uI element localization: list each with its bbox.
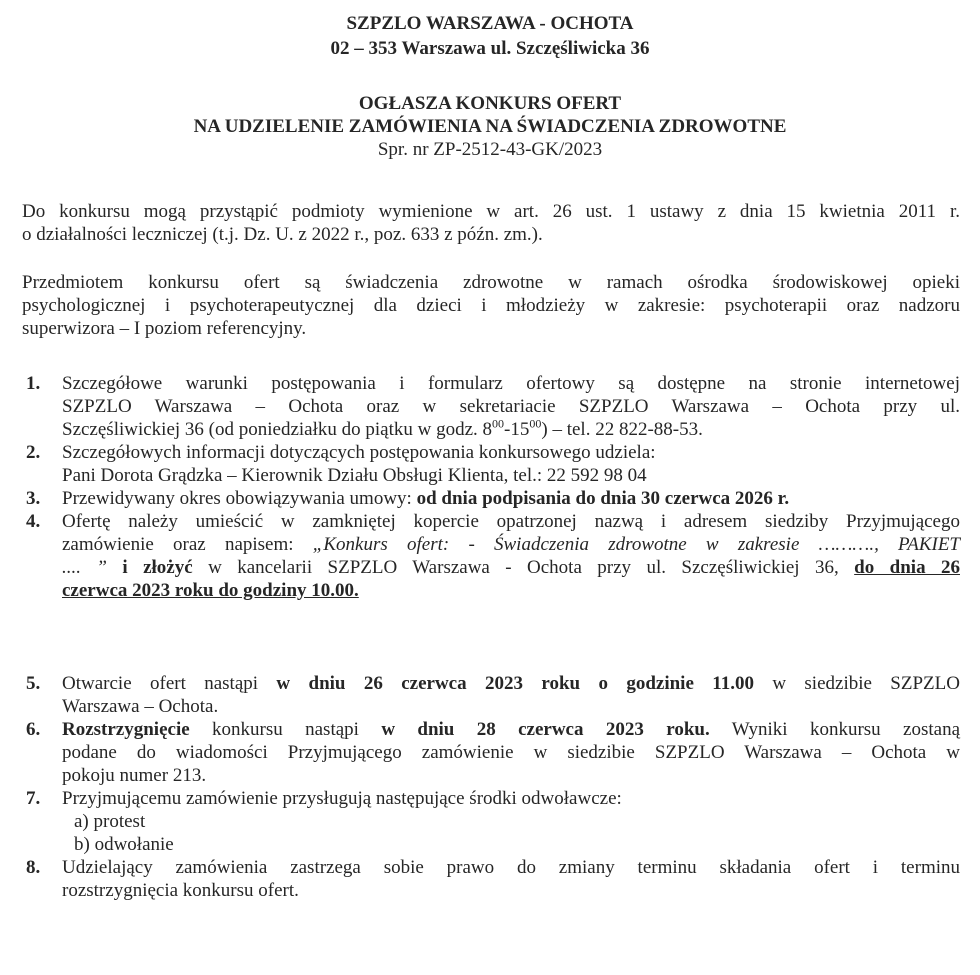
sub-item-b: b) odwołanie [74, 834, 174, 855]
announcement-subtitle: NA UDZIELENIE ZAMÓWIENIA NA ŚWIADCZENIA ZDROWOTNE [193, 116, 787, 137]
sub-item-a: a) protest [74, 811, 146, 832]
org-name: SZPZLO WARSZAWA - OCHOTA [346, 13, 634, 34]
list-item-4: 4. Ofertę należy umieścić w zamkniętej kopercie opatrzonej nazwą i adresem siedziby Przyjmującego zamówienie oraz napisem: „Konkurs ofert: - Świadczenia zdrowotne w zakresie ………., PAKIET .... ” i złożyć w kancelarii SZPZLO Warszawa - Ochota przy ul. Szczęśliwickiej 36, do dnia 26 czerwca 2023 roku do godziny 10.00. [26, 511, 960, 601]
list-item-8: 8. Udzielający zamówienia zastrzega sobie prawo do zmiany terminu składania ofert i terminu rozstrzygnięcia konkursu ofert. [26, 857, 960, 901]
announcement-title: OGŁASZA KONKURS OFERT [358, 93, 622, 114]
intro-paragraph-2: Przedmiotem konkursu ofert są świadczenia zdrowotne w ramach ośrodka środowiskowej opieki psychologicznej i psychoterapeutycznej dla dzieci i młodzieży w zakresie: psychoterapii oraz nadzoru superwizora – I poziom referencyjny. [22, 272, 960, 339]
reference-number: Spr. nr ZP-2512-43-GK/2023 [377, 139, 603, 160]
org-address: 02 – 353 Warszawa ul. Szczęśliwicka 36 [330, 38, 650, 59]
list-item-7: 7. Przyjmującemu zamówienie przysługują następujące środki odwoławcze: a) protest b) odwołanie [0, 787, 960, 856]
conditions-list-continued [0, 672, 980, 902]
intro-paragraph-1: Do konkursu mogą przystąpić podmioty wymienione w art. 26 ust. 1 ustawy z dnia 15 kwietnia 2011 r. o działalności leczniczej (t.j. Dz. U. z 2022 r., poz. 633 z późn. zm.). [22, 201, 960, 245]
conditions-list [0, 372, 980, 602]
list-item-6: 6. Rozstrzygnięcie konkursu nastąpi w dniu 28 czerwca 2023 roku. Wyniki konkursu zostaną podane do wiadomości Przyjmującego zamówienie w siedzibie SZPZLO Warszawa – Ochota w pokoju numer 213. [26, 719, 960, 786]
list-item-5: 5. Otwarcie ofert nastąpi w dniu 26 czerwca 2023 roku o godzinie 11.00 w siedzibie SZPZLO Warszawa – Ochota. [26, 673, 960, 717]
list-item-1: 1. Szczegółowe warunki postępowania i formularz ofertowy są dostępne na stronie internetowej SZPZLO Warszawa – Ochota oraz w sekretariacie SZPZLO Warszawa – Ochota przy ul. Szczęśliwickiej 36 (od poniedziałku do piątku w godz. $8^{00}-15^{00}$) – tel. 22 822-88-53. [26, 373, 960, 440]
announcement-block [0, 92, 980, 161]
list-item-2: 2. Szczegółowych informacji dotyczących postępowania konkursowego udziela: Pani Dorota Grądzka – Kierownik Działu Obsługi Klienta, tel.: 22 592 98 04 [26, 442, 656, 486]
header-block [0, 12, 980, 60]
list-item-3: 3. Przewidywany okres obowiązywania umowy: od dnia podpisania do dnia 30 czerwca 2026 r. [26, 488, 790, 509]
